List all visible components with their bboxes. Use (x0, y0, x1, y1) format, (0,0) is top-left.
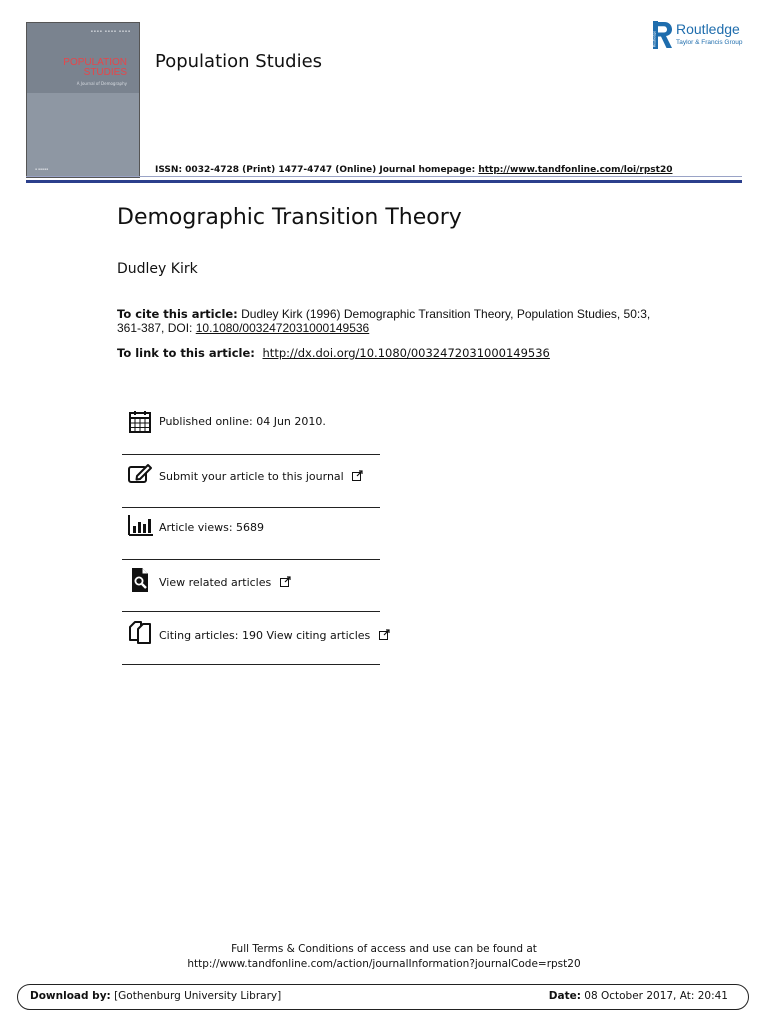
cover-title (63, 58, 127, 78)
cite-doi-link[interactable]: 10.1080/0032472031000149536 (195, 321, 370, 335)
info-item-views (122, 508, 380, 560)
submit-article-link[interactable] (159, 470, 363, 483)
download-info-bar (17, 984, 749, 1010)
citing-documents-icon (127, 619, 153, 645)
citing-articles-link[interactable] (159, 629, 390, 642)
info-item-submit[interactable] (122, 456, 380, 508)
info-item-published (122, 403, 380, 455)
calendar-icon (127, 409, 153, 435)
download-by (30, 990, 281, 1002)
cover-publisher-mark: ▪ ▪▪▪▪▪ (35, 167, 49, 171)
terms-url[interactable]: http://www.tandfonline.com/action/journalInformation?journalCode=rpst20 (187, 958, 581, 970)
published-text: Published online: 04 Jun 2010. (159, 415, 326, 428)
routledge-logo-icon (653, 21, 673, 49)
external-link-icon (280, 576, 291, 587)
terms-line-1: Full Terms & Conditions of access and use can be found at (231, 943, 537, 955)
journal-cover-image (26, 22, 140, 178)
article-title: Demographic Transition Theory (117, 205, 462, 230)
cover-subtitle: A Journal of Demography (76, 81, 127, 86)
article-doi-link[interactable]: http://dx.doi.org/10.1080/0032472031000149536 (262, 346, 550, 360)
article-author: Dudley Kirk (117, 261, 198, 277)
citing-articles-text: Citing articles: 190 View citing articles (159, 629, 371, 642)
external-link-icon (379, 629, 390, 640)
cover-issue-strip: ▪▪▪▪ ▪▪▪▪ ▪▪▪▪ (90, 29, 131, 33)
external-link-icon (352, 470, 363, 481)
download-date (549, 990, 728, 1002)
terms-notice (0, 942, 768, 972)
related-articles-text: View related articles (159, 576, 272, 589)
bar-chart-icon (127, 513, 153, 539)
date-value: 08 October 2017, At: 20:41 (584, 990, 728, 1002)
article-link-line (117, 346, 550, 360)
header-rule-thin (26, 176, 742, 177)
svg-text:Routledge: Routledge (652, 30, 657, 47)
citation-block (117, 307, 677, 335)
journal-name[interactable]: Population Studies (155, 51, 323, 72)
submit-article-text: Submit your article to this journal (159, 470, 344, 483)
journal-homepage-link[interactable]: http://www.tandfonline.com/loi/rpst20 (478, 165, 673, 175)
search-document-icon (127, 567, 153, 593)
cite-text: Dudley Kirk (1996) Demographic Transition Theory, Population Studies, 50:3, 361-387, DOI: (117, 307, 651, 335)
cover-title-line2: STUDIES (83, 67, 127, 78)
info-item-citing[interactable] (122, 613, 380, 665)
publisher-tagline: Taylor & Francis Group (676, 39, 743, 46)
date-label: Date: (548, 990, 581, 1002)
issn-line (155, 165, 672, 175)
info-divider (122, 664, 380, 665)
download-value: [Gothenburg University Library] (114, 990, 282, 1002)
edit-icon (127, 461, 153, 487)
info-divider (122, 611, 380, 612)
link-label: To link to this article: (117, 346, 255, 360)
download-label: Download by: (30, 990, 111, 1002)
related-articles-link[interactable] (159, 576, 291, 589)
cite-label: To cite this article: (117, 307, 238, 321)
cover-title-line1: POPULATION (63, 57, 127, 68)
info-item-related[interactable] (122, 560, 380, 612)
article-views-text: Article views: 5689 (159, 521, 265, 534)
info-divider (122, 454, 380, 455)
issn-text: ISSN: 0032-4728 (Print) 1477-4747 (Online) Journal homepage: (155, 165, 476, 175)
header-rule (26, 180, 742, 183)
publisher-name: Routledge (676, 21, 740, 37)
